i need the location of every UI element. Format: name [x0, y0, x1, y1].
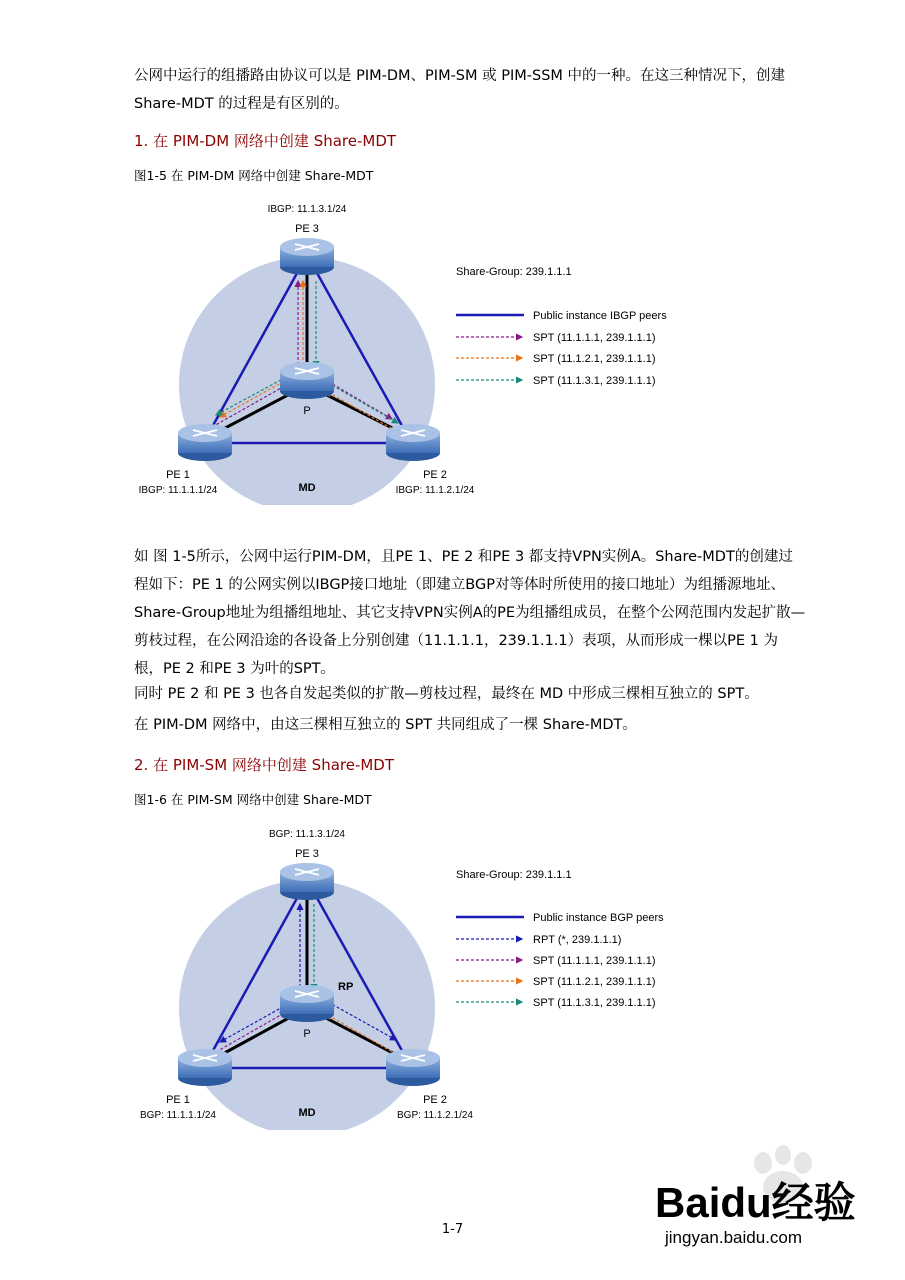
watermark-url: jingyan.baidu.com — [665, 1228, 803, 1247]
pe3-label: PE 3 — [295, 848, 319, 860]
router-pe1-icon — [178, 424, 232, 461]
section1-heading: 1. 在 PIM-DM 网络中创建 Share-MDT — [134, 132, 397, 150]
p-label: P — [303, 1028, 311, 1040]
section1-body2: 同时 PE 2 和 PE 3 也各自发起类似的扩散—剪枝过程，最终在 MD 中形成三棵相互独立的 SPT。 — [134, 686, 759, 702]
section2-heading: 2. 在 PIM-SM 网络中创建 Share-MDT — [134, 756, 395, 774]
intro-paragraph: 公网中运行的组播路由协议可以是 PIM-DM、PIM-SM 或 PIM-SSM 中的一种。在这三种情况下，创建 Share-MDT 的过程是有区别的。 — [134, 68, 786, 112]
router-pe1-icon — [178, 1049, 232, 1086]
legend-item: SPT (11.1.3.1, 239.1.1.1) — [533, 375, 656, 387]
pe3-ip-label: BGP: 11.1.3.1/24 — [269, 829, 345, 840]
pe1-label: PE 1 — [166, 469, 190, 481]
section1-body3: 在 PIM-DM 网络中，由这三棵相互独立的 SPT 共同组成了一棵 Share-MDT。 — [134, 717, 637, 733]
figure2-legend — [456, 912, 664, 1009]
router-p-icon — [280, 985, 334, 1022]
router-pe3-icon — [280, 238, 334, 275]
page-number: 1-7 — [441, 1222, 464, 1237]
p-label: P — [303, 405, 311, 417]
legend-item: RPT (*, 239.1.1.1) — [533, 934, 622, 946]
figure1-legend — [456, 310, 667, 387]
figure2-diagram — [120, 820, 720, 1130]
pe2-label: PE 2 — [423, 1094, 447, 1106]
md-label: MD — [298, 482, 316, 494]
pe2-ip-label: IBGP: 11.1.2.1/24 — [395, 485, 475, 496]
pe2-label: PE 2 — [423, 469, 447, 481]
legend-item: SPT (11.1.2.1, 239.1.1.1) — [533, 976, 656, 988]
router-pe3-icon — [280, 863, 334, 900]
rp-label: RP — [338, 981, 354, 993]
legend-item: Public instance BGP peers — [533, 912, 664, 924]
router-pe2-icon — [386, 424, 440, 461]
pe3-label: PE 3 — [295, 223, 319, 235]
figure1-caption: 图1-5 在 PIM-DM 网络中创建 Share-MDT — [134, 168, 374, 183]
figure2-caption: 图1-6 在 PIM-SM 网络中创建 Share-MDT — [134, 792, 372, 807]
legend-item: SPT (11.1.3.1, 239.1.1.1) — [533, 997, 656, 1009]
router-pe2-icon — [386, 1049, 440, 1086]
legend-item: SPT (11.1.2.1, 239.1.1.1) — [533, 353, 656, 365]
share-group-label: Share-Group: 239.1.1.1 — [456, 869, 572, 881]
pe1-label: PE 1 — [166, 1094, 190, 1106]
pe3-ip-label: IBGP: 11.1.3.1/24 — [267, 204, 347, 215]
share-group-label: Share-Group: 239.1.1.1 — [456, 266, 572, 278]
section1-body1: 如 图 1-5所示，公网中运行PIM-DM，且PE 1、PE 2 和PE 3 都支持VPN实例A。Share-MDT的创建过程如下：PE 1 的公网实例以IBGP接口地址（即建立BGP对等体时所使用的接口地址）为组播源地址、Share-Group地址为组播组地址、其它支持VPN实例A的PE为组播组成员，在整个公网范围内发起扩散—剪枝过程，在公网沿途的各设备上分别创建（11.1.1.1，239.1.1.1）表项，从而形成一棵以PE 1 为根，PE 2 和PE 3 为叶的SPT。 — [134, 549, 806, 677]
md-label: MD — [298, 1107, 316, 1119]
baidu-jingyan-watermark-logo — [635, 1135, 865, 1255]
watermark-brand: Baidu经验 — [655, 1179, 856, 1226]
figure1-diagram — [120, 195, 720, 505]
pe1-ip-label: IBGP: 11.1.1.1/24 — [138, 485, 218, 496]
legend-item: Public instance IBGP peers — [533, 310, 667, 322]
pe1-ip-label: BGP: 11.1.1.1/24 — [140, 1110, 216, 1121]
pe2-ip-label: BGP: 11.1.2.1/24 — [397, 1110, 473, 1121]
router-p-icon — [280, 362, 334, 399]
legend-item: SPT (11.1.1.1, 239.1.1.1) — [533, 332, 656, 344]
legend-item: SPT (11.1.1.1, 239.1.1.1) — [533, 955, 656, 967]
